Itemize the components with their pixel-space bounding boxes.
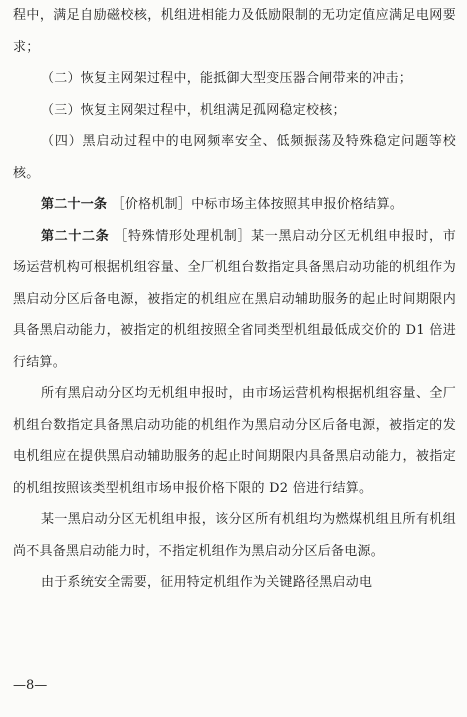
article-21-heading: 第二十一条 bbox=[41, 197, 108, 212]
paragraph-requisition: 由于系统安全需要，征用特定机组作为关键路径黑启动电 bbox=[41, 575, 373, 590]
article-22-text: ［特殊情形处理机制］某一黑启动分区无机组申报时，市场运营机构可根据机组容量、全厂机组台数指定具备黑启动功能的机组作为黑启动分区后备电源，被指定的机组应在黑启动辅助服务的起止时间期限内具备黑启动能力，被指定的机组按照全省同类型机组最低成交价的 D1 倍进行结算。 bbox=[13, 228, 456, 370]
body-text bbox=[13, 0, 456, 599]
paragraph-item-3: （三）恢复主网架过程中，机组满足孤网稳定校核； bbox=[41, 102, 346, 118]
paragraph-continuation: 程中，满足自励磁校核，机组进相能力及低励限制的无功定值应满足电网要求； bbox=[13, 8, 456, 55]
article-21 bbox=[13, 189, 456, 221]
paragraph-coal-units: 某一黑启动分区无机组申报，该分区所有机组均为燃煤机组且所有机组尚不具备黑启动能力时，不指定机组作为黑启动分区后备电源。 bbox=[13, 512, 456, 559]
paragraph-item-2: （二）恢复主网架过程中，能抵御大型变压器合闸带来的冲击； bbox=[41, 71, 413, 86]
article-21-text: ［价格机制］中标市场主体按照其申报价格结算。 bbox=[111, 197, 404, 212]
article-22 bbox=[13, 221, 456, 379]
paragraph-all-zones: 所有黑启动分区均无机组申报时，由市场运营机构根据机组容量、全厂机组台数指定具备黑启动功能的机组作为黑启动分区后备电源，被指定的发电机组应在提供黑启动辅助服务的起止时间期限内具备黑启动能力，被指定的机组按照该类型机组市场申报价格下限的 D2 倍进行结算。 bbox=[13, 386, 456, 496]
paragraph-item-4: （四）黑启动过程中的电网频率安全、低频振荡及特殊稳定问题等校核。 bbox=[13, 134, 456, 181]
article-22-heading: 第二十二条 bbox=[41, 228, 110, 244]
page-number: —8— bbox=[13, 678, 48, 693]
